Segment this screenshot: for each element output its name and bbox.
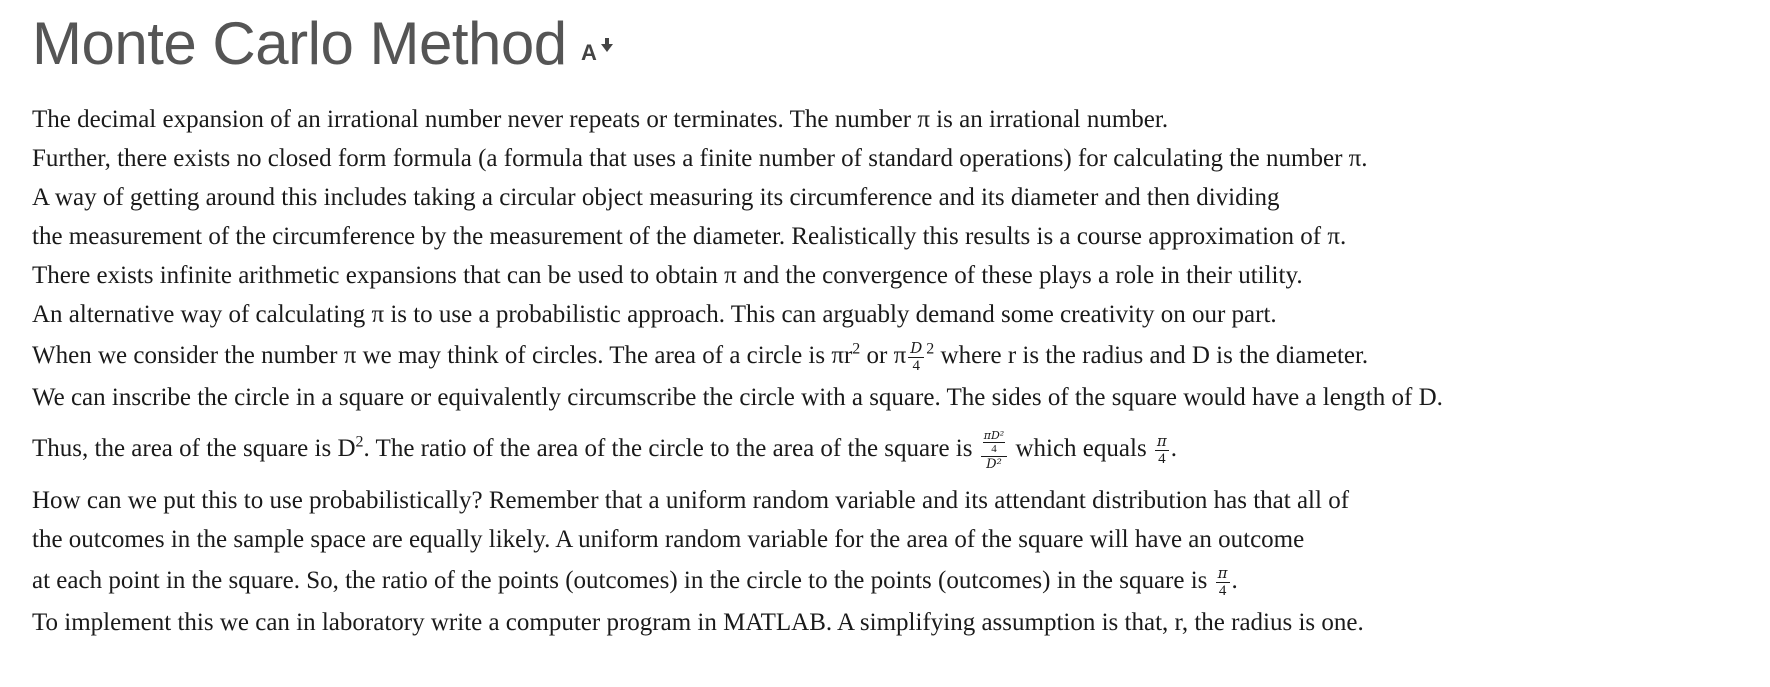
fraction-denominator: 4 (1218, 582, 1227, 599)
fraction-denominator: 4 (912, 357, 921, 374)
paragraph-line-circle-area (32, 334, 1752, 378)
paragraph-line: the measurement of the circumference by the measurement of the diameter. Realistically this results is a course approximation of π. (32, 223, 1347, 250)
paragraph-line: How can we put this to use probabilistically? Remember that a uniform random variable and its attendant distribution has that all of (32, 487, 1350, 514)
paragraph-line-outcomes (32, 559, 1752, 603)
fraction-pi-over-4 (1216, 563, 1230, 599)
paragraph-line: the outcomes in the sample space are equally likely. A uniform random variable for the area of the square will have an outcome (32, 526, 1305, 553)
exponent: 2 (852, 340, 861, 358)
text-segment: . The ratio of the area of the circle to the area of the square is (363, 435, 973, 462)
exponent: 2 (926, 340, 935, 358)
title-row (32, 2, 1752, 86)
fraction-numerator: π (1217, 563, 1228, 582)
fraction-numerator (981, 430, 1007, 457)
text-segment: When we consider the number π we may think of circles. The area of a circle is πr (32, 342, 853, 369)
page-title: Monte Carlo Method (32, 10, 567, 77)
paragraph-line: A way of getting around this includes taking a circular object measuring its circumference and its diameter and then dividing (32, 184, 1280, 211)
document-body (32, 100, 1752, 642)
punctuation: . (1170, 435, 1178, 462)
exponent: 2 (355, 433, 364, 451)
fraction-pi-over-4 (1155, 431, 1169, 467)
inner-denominator: 4 (991, 442, 997, 455)
paragraph-line: There exists infinite arithmetic expansions that can be used to obtain π and the convergence of these plays a role in their utility. (32, 262, 1303, 289)
text-segment: where r is the radius and D is the diameter. (940, 342, 1369, 369)
paragraph-line: To implement this we can in laboratory write a computer program in MATLAB. A simplifying assumption is that, r, the radius is one. (32, 609, 1364, 636)
inner-numerator: πD² (983, 428, 1005, 442)
fraction-denominator: 4 (1158, 450, 1166, 467)
page (32, 0, 1752, 642)
inner-fraction (983, 430, 1005, 455)
paragraph-line: An alternative way of calculating π is to use a probabilistic approach. This can arguably demand some creativity on our part. (32, 301, 1277, 328)
text-segment: at each point in the square. So, the ratio of the points (outcomes) in the circle to the points (outcomes) in the square is (32, 567, 1208, 594)
fraction-numerator: π (1156, 431, 1167, 450)
fraction-numerator: D (910, 338, 923, 357)
fraction-ratio (981, 430, 1007, 471)
paragraph-line: We can inscribe the circle in a square or equivalently circumscribe the circle with a square. The sides of the square would have a length of D. (32, 384, 1443, 411)
punctuation: . (1231, 567, 1238, 594)
fraction-d-over-4 (908, 338, 924, 374)
text-segment: Thus, the area of the square is D (32, 435, 356, 462)
svg-text:A: A (580, 40, 597, 65)
text-segment: which equals (1015, 435, 1147, 462)
paragraph-line: Further, there exists no closed form formula (a formula that uses a finite number of standard operations) for calculating the number π. (32, 145, 1368, 172)
text-segment: or π (860, 342, 907, 369)
paragraph-line: The decimal expansion of an irrational number never repeats or terminates. The number π is an irrational number. (32, 106, 1169, 133)
text-size-icon[interactable] (581, 38, 615, 66)
paragraph-line-ratio (32, 417, 1752, 481)
fraction-denominator: D² (986, 456, 1002, 472)
